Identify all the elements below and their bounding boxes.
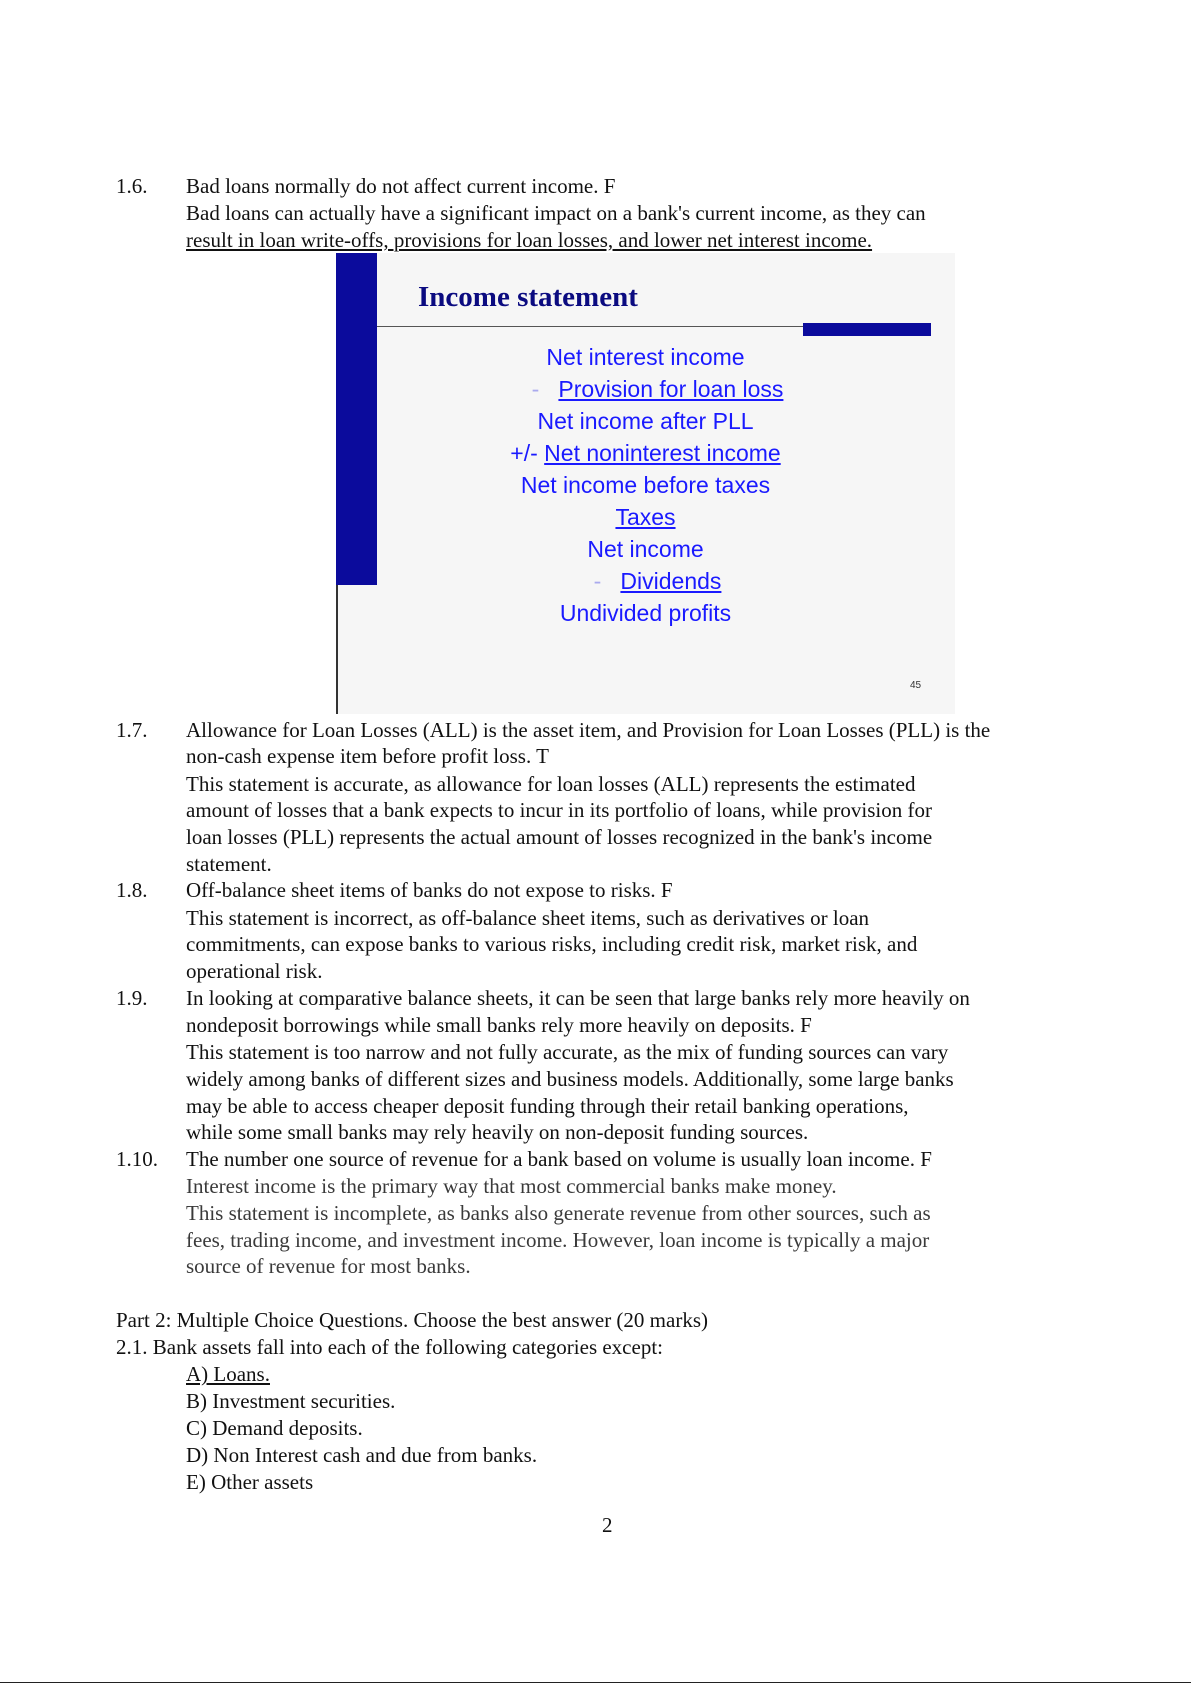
- slide-title: Income statement: [418, 281, 638, 313]
- q110-explanation-3: fees, trading income, and investment income. However, loan income is typically a major: [186, 1228, 930, 1252]
- q21-option-b: B) Investment securities.: [186, 1389, 396, 1413]
- q18-explanation-3: operational risk.: [186, 959, 323, 983]
- slide-line-prefix: -: [531, 376, 540, 402]
- q17-statement-2: non-cash expense item before profit loss. T: [186, 744, 549, 768]
- slide-line-text: Net income before taxes: [520, 472, 771, 498]
- slide-line-4: [336, 439, 955, 467]
- q19-number: 1.9.: [116, 986, 148, 1010]
- q17-number: 1.7.: [116, 718, 148, 742]
- slide-line-text: Net noninterest income: [544, 440, 781, 466]
- q21-option-d: D) Non Interest cash and due from banks.: [186, 1443, 538, 1467]
- slide-line-8: [336, 567, 967, 595]
- slide-line-text: Undivided profits: [559, 600, 732, 626]
- q110-statement: The number one source of revenue for a bank based on volume is usually loan income. F: [186, 1147, 932, 1171]
- q110-number: 1.10.: [116, 1147, 158, 1171]
- slide-accent-bar: [803, 323, 931, 336]
- slide-line-1: [336, 343, 955, 371]
- q17-explanation-1: This statement is accurate, as allowance for loan losses (ALL) represents the estimated: [186, 772, 916, 796]
- q110-explanation-4: source of revenue for most banks.: [186, 1254, 471, 1278]
- slide-line-text: Taxes: [615, 504, 676, 530]
- page-number: 2: [602, 1513, 613, 1537]
- q19-statement-1: In looking at comparative balance sheets, it can be seen that large banks rely more heavily on: [186, 986, 970, 1010]
- q18-statement: Off-balance sheet items of banks do not expose to risks. F: [186, 878, 673, 902]
- q21-question: 2.1. Bank assets fall into each of the following categories except:: [116, 1335, 663, 1359]
- slide-line-text: Net interest income: [546, 344, 745, 370]
- q110-explanation-2: This statement is incomplete, as banks also generate revenue from other sources, such as: [186, 1201, 931, 1225]
- q21-option-a: A) Loans.: [186, 1362, 270, 1386]
- slide-line-5: [336, 471, 955, 499]
- q19-statement-2: nondeposit borrowings while small banks rely more heavily on deposits. F: [186, 1013, 812, 1037]
- q21-option-e: E) Other assets: [186, 1470, 314, 1494]
- slide-line-3: [336, 407, 955, 435]
- q17-explanation-3: loan losses (PLL) represents the actual amount of losses recognized in the bank's income: [186, 825, 933, 849]
- slide-line-text: Provision for loan loss: [558, 376, 784, 402]
- slide-page-number: 45: [910, 680, 922, 691]
- q17-explanation-4: statement.: [186, 852, 272, 876]
- footer-rule: [0, 1682, 1191, 1683]
- income-statement-slide: [336, 253, 955, 714]
- q19-explanation-2: widely among banks of different sizes and business models. Additionally, some large banks: [186, 1067, 954, 1091]
- slide-line-text: Dividends: [620, 568, 722, 594]
- q19-explanation-3: may be able to access cheaper deposit funding through their retail banking operations,: [186, 1094, 909, 1118]
- slide-line-text: Net income: [587, 536, 704, 562]
- slide-line-2: [336, 375, 967, 403]
- q18-explanation-1: This statement is incorrect, as off-balance sheet items, such as derivatives or loan: [186, 906, 870, 930]
- q19-explanation-1: This statement is too narrow and not fully accurate, as the mix of funding sources can vary: [186, 1040, 949, 1064]
- slide-line-7: [336, 535, 955, 563]
- q21-option-c: C) Demand deposits.: [186, 1416, 363, 1440]
- q16-statement: Bad loans normally do not affect current income. F: [186, 174, 616, 198]
- slide-line-6: [336, 503, 955, 531]
- q18-explanation-2: commitments, can expose banks to various risks, including credit risk, market risk, and: [186, 932, 918, 956]
- q17-explanation-2: amount of losses that a bank expects to incur in its portfolio of loans, while provision for: [186, 798, 932, 822]
- part2-heading: Part 2: Multiple Choice Questions. Choose the best answer (20 marks): [116, 1308, 708, 1332]
- slide-line-text: Net income after PLL: [537, 408, 754, 434]
- q18-number: 1.8.: [116, 878, 148, 902]
- slide-line-9: [336, 599, 955, 627]
- q17-statement-1: Allowance for Loan Losses (ALL) is the asset item, and Provision for Loan Losses (PLL) is the: [186, 718, 991, 742]
- q110-explanation-1: Interest income is the primary way that most commercial banks make money.: [186, 1174, 837, 1198]
- slide-line-prefix: +/-: [510, 440, 538, 466]
- slide-line-prefix: -: [593, 568, 602, 594]
- q16-number: 1.6.: [116, 174, 148, 198]
- q16-explanation-2: result in loan write-offs, provisions for loan losses, and lower net interest income.: [186, 228, 873, 252]
- q16-explanation-1: Bad loans can actually have a significant impact on a bank's current income, as they can: [186, 201, 926, 225]
- slide-title-rule: [377, 326, 806, 327]
- q19-explanation-4: while some small banks may rely heavily on non-deposit funding sources.: [186, 1120, 809, 1144]
